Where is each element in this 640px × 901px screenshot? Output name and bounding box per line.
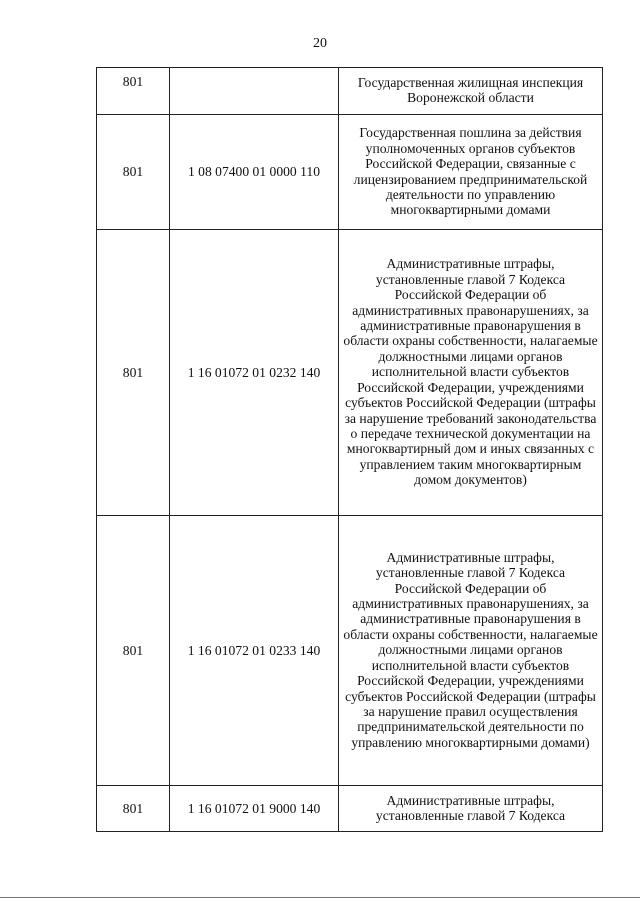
table-row bbox=[97, 516, 603, 786]
kbk-cell: 1 16 01072 01 9000 140 bbox=[170, 786, 339, 832]
description-cell: Административные штрафы, установленные главой 7 Кодекса bbox=[339, 786, 603, 832]
admin-code-cell: 801 bbox=[97, 230, 170, 516]
table-row bbox=[97, 230, 603, 516]
admin-code-cell: 801 bbox=[97, 68, 170, 115]
admin-code-cell: 801 bbox=[97, 516, 170, 786]
description-cell: Государственная пошлина за действия уполномоченных органов субъектов Российской Федерации, связанные с лицензированием предпринимательской деятельности по управлению многоквартирными домами bbox=[339, 115, 603, 230]
description-cell: Административные штрафы, установленные главой 7 Кодекса Российской Федерации об административных правонарушениях, за административные правонарушения в области охраны собственности, налагаемые должностными лицами органов исполнительной власти субъектов Российской Федерации, учреждениями субъектов Российской Федерации (штрафы за нарушение правил осуществления предпринимательской деятельности по управлению многоквартирными домами) bbox=[339, 516, 603, 786]
kbk-cell: 1 16 01072 01 0233 140 bbox=[170, 516, 339, 786]
table-row bbox=[97, 115, 603, 230]
description-cell: Административные штрафы, установленные главой 7 Кодекса Российской Федерации об административных правонарушениях, за административные правонарушения в области охраны собственности, налагаемые должностными лицами органов исполнительной власти субъектов Российской Федерации, учреждениями субъектов Российской Федерации (штрафы за нарушение требований законодательства о передаче технической документации на многоквартирный дом и иных связанных с управлением таким многоквартирным домом документов) bbox=[339, 230, 603, 516]
revenue-codes-table bbox=[96, 67, 603, 832]
kbk-cell bbox=[170, 68, 339, 115]
kbk-cell: 1 08 07400 01 0000 110 bbox=[170, 115, 339, 230]
kbk-cell: 1 16 01072 01 0232 140 bbox=[170, 230, 339, 516]
page-number: 20 bbox=[313, 36, 327, 51]
admin-code-cell: 801 bbox=[97, 115, 170, 230]
admin-code-cell: 801 bbox=[97, 786, 170, 832]
table-row bbox=[97, 786, 603, 832]
table-row bbox=[97, 68, 603, 115]
page-bottom-rule bbox=[0, 897, 640, 898]
description-cell: Государственная жилищная инспекция Воронежской области bbox=[339, 68, 603, 115]
